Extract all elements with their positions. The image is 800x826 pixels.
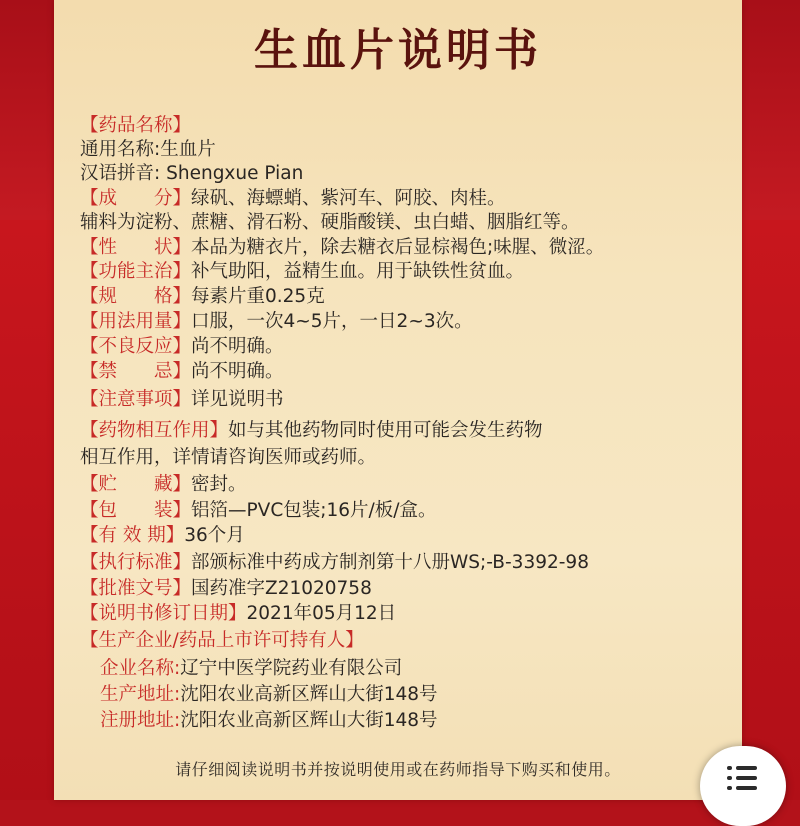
line-label: 【规 格】 bbox=[80, 286, 192, 307]
standard-line bbox=[80, 550, 589, 575]
line-label: 【说明书修订日期】 bbox=[80, 603, 247, 624]
line-text: 绿矾、海螵蛸、紫河车、阿胶、肉桂。 bbox=[191, 188, 506, 209]
indications-line bbox=[80, 259, 524, 284]
interactions-line bbox=[80, 418, 543, 443]
line-text: 铝箔—PVC包装;16片/板/盒。 bbox=[191, 500, 437, 521]
line-text: 详见说明书 bbox=[191, 389, 284, 410]
line-text: 如与其他药物同时使用可能会发生药物 bbox=[228, 420, 543, 441]
dosage-line bbox=[80, 309, 473, 334]
line-text: 2021年05月12日 bbox=[246, 603, 397, 624]
line-label: 【批准文号】 bbox=[80, 578, 192, 599]
leaflet-title: 生血片说明书 bbox=[254, 25, 542, 76]
registered-address-line bbox=[100, 708, 438, 733]
production-address-line bbox=[100, 682, 438, 707]
line-label: 【生产企业/药品上市许可持有人】 bbox=[80, 630, 364, 651]
drug-name-section bbox=[80, 113, 191, 138]
line-text: 相互作用，详情请咨询医师或药师。 bbox=[80, 447, 377, 468]
usage-notice-footer: 请仔细阅读说明书并按说明使用或在药师指导下购买和使用。 bbox=[175, 760, 621, 779]
interactions-continued-line bbox=[80, 445, 376, 470]
line-label: 【有 效 期】 bbox=[80, 525, 185, 546]
line-label: 注册地址: bbox=[100, 710, 181, 731]
line-text: 口服，一次4~5片，一日2~3次。 bbox=[191, 311, 473, 332]
line-text: 部颁标准中药成方制剂第十八册WS;-B-3392-98 bbox=[191, 552, 589, 573]
shelf-life-line bbox=[80, 523, 245, 548]
adverse-reactions-line bbox=[80, 334, 284, 359]
line-text: 国药准字Z21020758 bbox=[191, 578, 372, 599]
contraindications-line bbox=[80, 359, 284, 384]
line-text: 36个月 bbox=[184, 525, 245, 546]
menu-button[interactable] bbox=[700, 746, 786, 826]
line-label: 【药物相互作用】 bbox=[80, 420, 229, 441]
ingredients-line bbox=[80, 186, 506, 211]
line-text: 密封。 bbox=[191, 474, 247, 495]
approval-number-line bbox=[80, 576, 372, 601]
packaging-line bbox=[80, 498, 437, 523]
line-text: 通用名称:生血片 bbox=[80, 139, 216, 160]
line-text: 本品为糖衣片，除去糖衣后显棕褐色;味腥、微涩。 bbox=[191, 237, 605, 258]
storage-line bbox=[80, 472, 247, 497]
line-label: 企业名称: bbox=[100, 658, 181, 679]
line-label: 【注意事项】 bbox=[80, 389, 192, 410]
line-label: 【禁 忌】 bbox=[80, 361, 192, 382]
line-label: 【贮 藏】 bbox=[80, 474, 192, 495]
line-text: 每素片重0.25克 bbox=[191, 286, 325, 307]
line-label: 生产地址: bbox=[100, 684, 181, 705]
line-text: 沈阳农业高新区辉山大街148号 bbox=[180, 684, 438, 705]
line-label: 【成 分】 bbox=[80, 188, 192, 209]
appearance-line bbox=[80, 235, 604, 260]
revision-date-line bbox=[80, 601, 396, 626]
line-label: 【不良反应】 bbox=[80, 336, 192, 357]
line-label: 【功能主治】 bbox=[80, 261, 192, 282]
manufacturer-section bbox=[80, 628, 364, 653]
specification-line bbox=[80, 284, 325, 309]
line-label: 【用法用量】 bbox=[80, 311, 192, 332]
line-text: 尚不明确。 bbox=[191, 336, 284, 357]
precautions-line bbox=[80, 387, 284, 412]
line-label: 【执行标准】 bbox=[80, 552, 192, 573]
line-label: 【性 状】 bbox=[80, 237, 192, 258]
list-menu-icon bbox=[727, 766, 757, 790]
line-text: 辅料为淀粉、蔗糖、滑石粉、硬脂酸镁、虫白蜡、胭脂红等。 bbox=[80, 212, 580, 233]
excipients-line bbox=[80, 210, 580, 235]
line-label: 【药品名称】 bbox=[80, 115, 192, 136]
line-label: 【包 装】 bbox=[80, 500, 192, 521]
line-text: 沈阳农业高新区辉山大街148号 bbox=[180, 710, 438, 731]
line-text: 汉语拼音: Shengxue Pian bbox=[80, 163, 304, 184]
generic-name-line bbox=[80, 137, 216, 162]
company-name-line bbox=[100, 656, 402, 681]
pinyin-line bbox=[80, 161, 303, 186]
line-text: 补气助阳，益精生血。用于缺铁性贫血。 bbox=[191, 261, 525, 282]
line-text: 辽宁中医学院药业有限公司 bbox=[180, 658, 403, 679]
line-text: 尚不明确。 bbox=[191, 361, 284, 382]
